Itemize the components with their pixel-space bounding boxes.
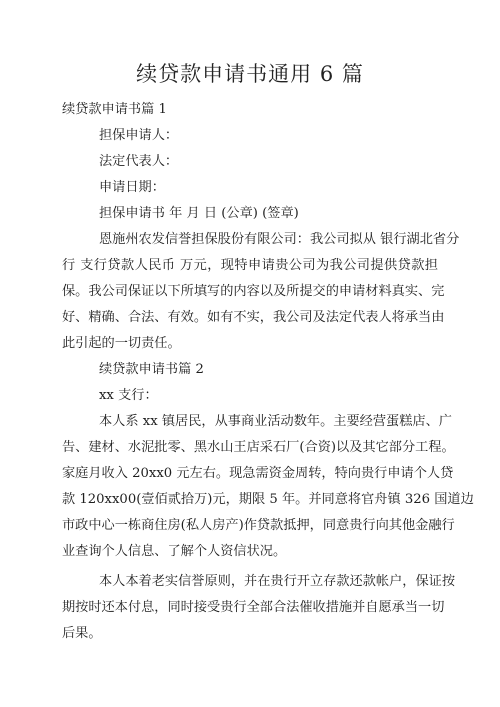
paragraph-line: 市政中心一栋商住房(私人房产)作贷款抵押，同意贵行向其他金融行: [62, 518, 455, 533]
paragraph-line: 好、精确、合法、有效。如有不实，我公司及法定代表人将承当由: [62, 310, 445, 325]
salutation: xx 支行：: [99, 388, 158, 403]
paragraph-line: 本人本着老实信誉原则，并在贵行开立存款还款帐户，保证按: [99, 574, 456, 589]
paragraph-line: 保。我公司保证以下所填写的内容以及所提交的申请材料真实、完: [62, 284, 445, 299]
paragraph-line: 后果。: [62, 626, 102, 641]
paragraph-line: 此引起的一切责任。: [62, 336, 181, 351]
paragraph-line: 期按时还本付息，同时接受贵行全部合法催收措施并自愿承当一切: [62, 600, 445, 615]
paragraph-line: 恩施州农发信誉担保股份有限公司：我公司拟从 银行湖北省分: [99, 232, 460, 247]
document-title: 续贷款申请书通用 6 篇: [136, 62, 364, 86]
field-guarantee-applicant: 担保申请人：: [99, 128, 179, 143]
paragraph-line: 行 支行贷款人民币 万元，现特申请贵公司为我公司提供贷款担: [62, 258, 438, 273]
paragraph-line: 告、建材、水泥批零、黑水山王店采石厂(合资)以及其它部分工程。: [62, 440, 455, 455]
field-signature-line: 担保申请书 年 月 日 (公章) (签章): [99, 206, 299, 221]
paragraph-line: 款 120xx00(壹佰贰拾万)元，期限 5 年。并同意将官舟镇 326 国道边: [62, 492, 474, 507]
section-heading: 续贷款申请书篇 1: [62, 102, 167, 117]
paragraph-line: 家庭月收入 20xx0 元左右。现急需资金周转，特向贵行申请个人贷: [62, 466, 454, 481]
field-application-date: 申请日期：: [99, 180, 165, 195]
paragraph-line: 本人系 xx 镇居民，从事商业活动数年。主要经营蛋糕店、广: [99, 414, 452, 429]
section-heading: 续贷款申请书篇 2: [99, 362, 204, 377]
field-legal-representative: 法定代表人：: [99, 154, 179, 169]
paragraph-line: 业查询个人信息、了解个人资信状况。: [62, 544, 287, 559]
